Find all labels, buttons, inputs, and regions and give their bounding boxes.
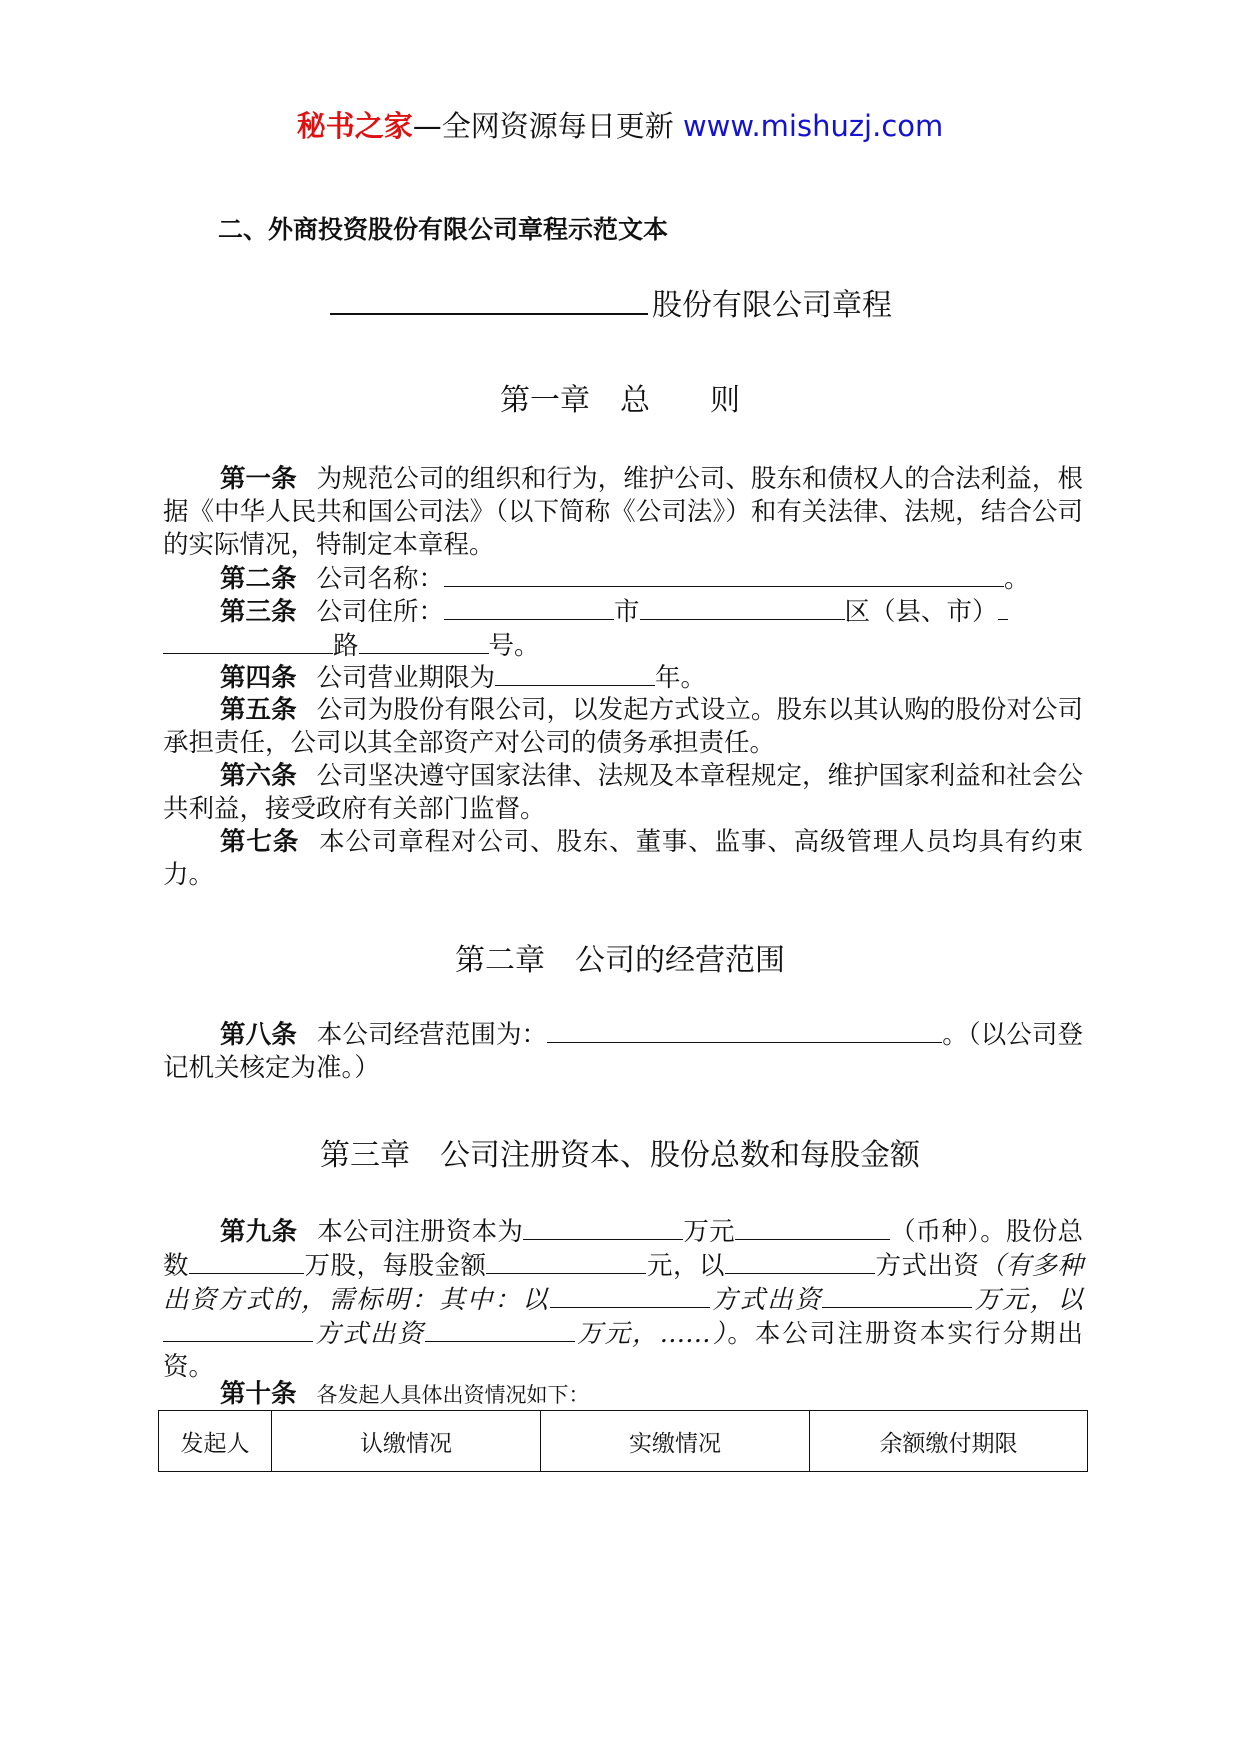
article-1 — [163, 463, 1083, 562]
article-text: 各发起人具体出资情况如下： — [316, 1383, 590, 1407]
fill-blank — [359, 629, 489, 654]
article-9 — [163, 1215, 1083, 1384]
article-text: 万股，每股金额 — [304, 1251, 487, 1281]
article-5 — [163, 694, 1083, 760]
article-label: 第四条 — [220, 663, 297, 693]
article-7 — [163, 826, 1083, 892]
article-text: 公司为股份有限公司，以发起方式设立。股东以其认购的股份对公司承担责任，公司以其全部资产对公司的债务承担责任。 — [163, 695, 1083, 758]
article-text: 公司名称： — [316, 564, 445, 594]
fill-blank — [495, 661, 655, 686]
article-label: 第十条 — [220, 1379, 297, 1409]
chapter-2-heading: 第二章 公司的经营范围 — [455, 943, 785, 978]
article-text: 方式出资 — [874, 1251, 980, 1281]
document-title-text: 股份有限公司章程 — [652, 288, 892, 323]
article-text: 号。 — [488, 631, 540, 661]
site-url-link[interactable]: www.mishuzj.com — [682, 109, 944, 143]
article-label: 第二条 — [220, 564, 297, 594]
table-header-cell: 发起人 — [159, 1411, 272, 1472]
fill-blank — [550, 1283, 710, 1308]
article-note: （有多种出资方式的，需标明：其中：以 — [163, 1251, 1083, 1315]
site-brand: 秘书之家 — [296, 109, 413, 143]
article-4 — [163, 661, 1083, 695]
article-note: 方式出资 — [709, 1285, 823, 1315]
chapter-3-heading: 第三章 公司注册资本、股份总数和每股金额 — [320, 1138, 920, 1173]
site-header — [0, 104, 1240, 145]
article-text: 元，以 — [646, 1251, 725, 1281]
fill-blank — [640, 595, 845, 620]
article-text: 本公司注册资本为 — [317, 1217, 524, 1247]
article-text: 市 — [614, 597, 640, 627]
fill-blank — [998, 595, 1008, 620]
table-header-row — [159, 1411, 1088, 1472]
article-text: 公司住所： — [316, 597, 445, 627]
article-2 — [163, 562, 1083, 596]
document-title — [330, 280, 892, 324]
fill-blank — [444, 595, 614, 620]
article-6 — [163, 760, 1083, 826]
article-text: 区（县、市） — [844, 597, 998, 627]
fill-blank — [547, 1018, 942, 1043]
article-label: 第五条 — [220, 695, 297, 725]
article-note: 万元，……） — [575, 1319, 728, 1349]
company-name-blank — [330, 283, 648, 315]
article-8 — [163, 1018, 1083, 1085]
fill-blank — [425, 1317, 575, 1342]
article-3 — [163, 595, 1083, 663]
article-text: 本公司章程对公司、股东、董事、监事、高级管理人员均具有约束力。 — [163, 827, 1083, 890]
fill-blank — [163, 629, 333, 654]
article-text: 路 — [333, 631, 359, 661]
fill-blank — [163, 1317, 313, 1342]
contribution-table — [158, 1410, 1088, 1472]
article-label: 第七条 — [220, 827, 300, 857]
article-text-end: 。 — [1004, 564, 1030, 594]
article-label: 第一条 — [220, 464, 297, 494]
article-text: 为规范公司的组织和行为，维护公司、股东和债权人的合法利益，根据《中华人民共和国公司法》（以下简称《公司法》）和有关法律、法规，结合公司的实际情况，特制定本章程。 — [163, 464, 1083, 560]
article-text: 。本公司注册资本实行分期出资。 — [163, 1319, 1083, 1382]
chapter-1-heading: 第一章 总 则 — [500, 383, 740, 418]
article-10 — [163, 1378, 1083, 1412]
article-text-end: 年。 — [655, 663, 707, 693]
article-text: （币种）。股份总数 — [163, 1217, 1083, 1281]
fill-blank — [822, 1283, 972, 1308]
article-text: 本公司经营范围为： — [316, 1020, 548, 1050]
article-label: 第九条 — [220, 1217, 298, 1247]
fill-blank — [444, 562, 1004, 587]
article-text: 公司坚决遵守国家法律、法规及本章程规定，维护国家利益和社会公共利益，接受政府有关部门监督。 — [163, 761, 1083, 824]
site-tagline: —全网资源每日更新 — [412, 109, 674, 143]
table-header-cell: 认缴情况 — [272, 1411, 541, 1472]
fill-blank — [735, 1215, 890, 1240]
article-note: 方式出资 — [313, 1319, 426, 1349]
article-note: 万元，以 — [972, 1285, 1083, 1315]
table-header-cell: 余额缴付期限 — [810, 1411, 1088, 1472]
fill-blank — [725, 1249, 875, 1274]
fill-blank — [523, 1215, 683, 1240]
article-label: 第三条 — [220, 597, 297, 627]
article-text: 公司营业期限为 — [316, 663, 496, 693]
table-header-cell: 实缴情况 — [541, 1411, 810, 1472]
article-text-end: 。（以公司登记机关核定为准。） — [163, 1020, 1083, 1083]
fill-blank — [486, 1249, 646, 1274]
article-label: 第六条 — [220, 761, 297, 791]
fill-blank — [189, 1249, 304, 1274]
section-title: 二、外商投资股份有限公司章程示范文本 — [218, 215, 669, 244]
article-label: 第八条 — [220, 1020, 297, 1050]
article-text: 万元 — [683, 1217, 735, 1247]
